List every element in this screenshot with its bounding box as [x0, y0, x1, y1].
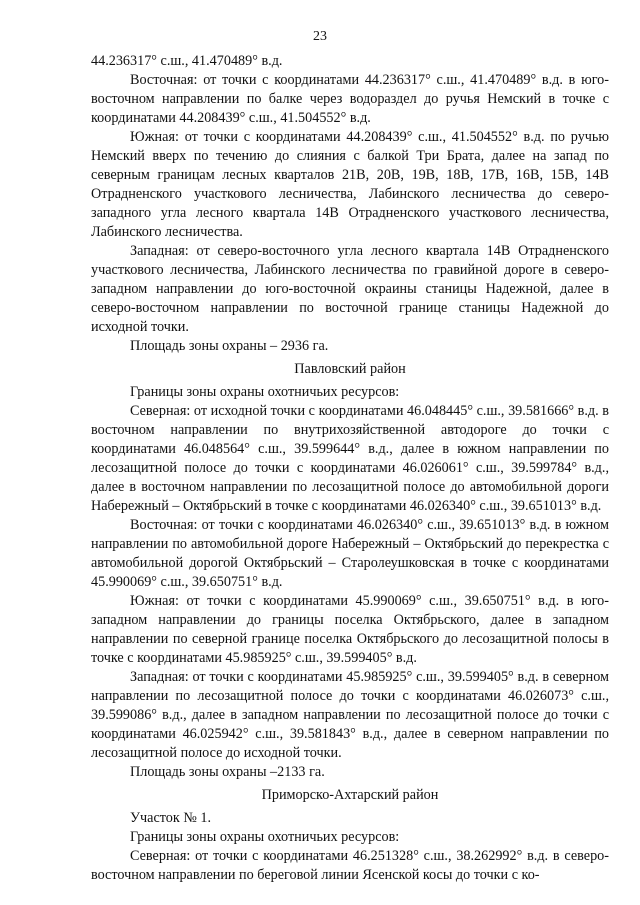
paragraph-boundaries-intro-2: Границы зоны охраны охотничьих ресурсов: [130, 829, 400, 845]
paragraph-west-boundary-2: Западная: от точки с координатами 45.985925° с.ш., 39.599405° в.д. в северном направлении по лесозащитной полосе до точки с координатами 46.026073° с.ш., 39.599086° в.д., далее в западном направлении по лесозащитной полосе до точки с координатами 46.025942° с.ш., 39.581843° в.д., далее в северном направлении по лесозащитной полосе до исходной точки. [91, 669, 609, 761]
paragraph-boundaries-intro-1: Границы зоны охраны охотничьих ресурсов: [130, 384, 400, 400]
paragraph-west-boundary-1: Западная: от северо-восточного угла лесного квартала 14В Отрадненского участкового лесничества, Лабинского лесничества по гравийной дороге в северо-западном направлении до юго-восточной окраины станицы Надежной, далее в северо-восточном направлении по восточной границе станицы Надежной до исходной точки. [91, 243, 609, 335]
section-heading-primorsko-akhtarsky: Приморско-Ахтарский район [261, 787, 439, 803]
paragraph-area-1: Площадь зоны охраны – 2936 га. [130, 338, 329, 354]
paragraph-coordinate-continuation: 44.236317° с.ш., 41.470489° в.д. [91, 53, 283, 69]
paragraph-south-boundary-2: Южная: от точки с координатами 45.990069° с.ш., 39.650751° в.д. в юго-западном направлении до границы поселка Октябрьского, далее в западном направлении по северной границе поселка Октябрьского до лесозащитной полосы в точке с координатами 45.985925° с.ш., 39.599405° в.д. [91, 593, 609, 666]
paragraph-east-boundary-1: Восточная: от точки с координатами 44.236317° с.ш., 41.470489° в.д. в юго-восточном направлении по балке через водораздел до ручья Немский в точке с координатами 44.208439° с.ш., 41.504552° в.д. [91, 72, 609, 126]
paragraph-north-boundary-3: Северная: от точки с координатами 46.251328° с.ш., 38.262992° в.д. в северо-восточном направлении по береговой линии Ясенской косы до точки с ко- [91, 848, 609, 883]
paragraph-area-2: Площадь зоны охраны –2133 га. [130, 764, 325, 780]
paragraph-plot-number: Участок № 1. [130, 810, 212, 826]
paragraph-south-boundary-1: Южная: от точки с координатами 44.208439° с.ш., 41.504552° в.д. по ручью Немский вверх по течению до слияния с балкой Три Брата, далее на запад по северным границам лесных кварталов 21В, 20В, 19В, 18В, 17В, 16В, 15В, 14В Отрадненского участкового лесничества, Лабинского лесничества до северо-западного угла лесного квартала 14В Отрадненского участкового лесничества, Лабинского лесничества. [91, 129, 609, 240]
page-number: 23 [313, 29, 327, 44]
document-body [91, 52, 609, 885]
paragraph-east-boundary-2: Восточная: от точки с координатами 46.026340° с.ш., 39.651013° в.д. в южном направлении по автомобильной дороге Набережный – Октябрьский до перекрестка с автомобильной дорогой Октябрьский – Старолеушковская в точке с координатами 45.990069° с.ш., 39.650751° в.д. [91, 517, 609, 590]
section-heading-pavlovsky: Павловский район [294, 361, 406, 377]
paragraph-north-boundary-2: Северная: от исходной точки с координатами 46.048445° с.ш., 39.581666° в.д. в восточном направлении по внутрихозяйственной автодороге до точки с координатами 46.048564° с.ш., 39.599644° в.д., далее в южном направлении по лесозащитной полосе до точки с координатами 46.026061° с.ш., 39.599784° в.д., далее в восточном направлении по лесозащитной полосе до автомобильной дороги Набережный – Октябрьский в точке с координатами 46.026340° с.ш., 39.651013° в.д. [91, 403, 609, 514]
